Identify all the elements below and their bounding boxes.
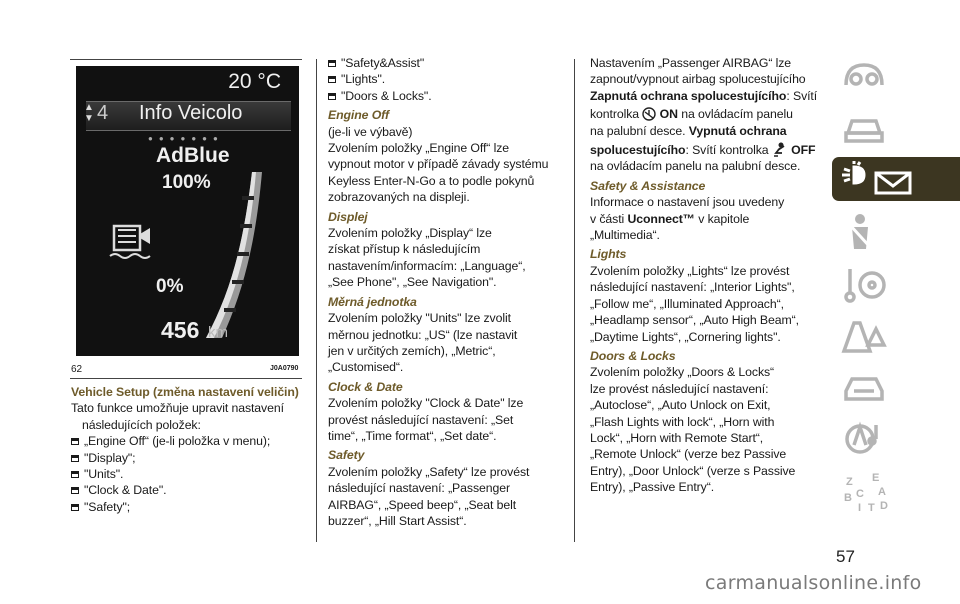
- tab-index[interactable]: [832, 469, 960, 513]
- up-down-arrows-icon: ▲ ▼: [84, 102, 94, 124]
- item-title: AdBlue: [156, 144, 230, 167]
- menu-title: Info Veicolo: [139, 102, 243, 124]
- airbag-off-icon: [772, 141, 788, 157]
- menu-number: 4: [97, 102, 109, 124]
- column-3: [590, 55, 826, 496]
- text-line: (je-li ve výbavě): [328, 124, 413, 139]
- safety-heading: Safety: [328, 448, 365, 463]
- list-item: "Safety&Assist": [328, 55, 572, 71]
- temperature-readout: 20 °C: [228, 70, 281, 93]
- clock-date-heading: Clock & Date: [328, 379, 403, 394]
- column-divider-2: [574, 59, 575, 542]
- figure-caption-left: 62: [71, 364, 83, 375]
- text-line: Zvolením položky „Display“ lze: [328, 226, 492, 241]
- text-line: Zapnutá ochrana spolucestujícího: Svítí: [590, 88, 818, 103]
- text-line: následující nastavení: „Interior Lights",: [590, 280, 795, 295]
- text-line: Zvolením položky "Clock & Date" lze: [328, 396, 524, 411]
- car-service-icon: [840, 367, 888, 407]
- multimedia-icon: [840, 419, 888, 459]
- tools-steering-icon: [840, 263, 888, 303]
- adblue-level-gauge: [204, 170, 264, 340]
- cluster-display-figure: [76, 66, 299, 356]
- warning-road-icon: [840, 315, 888, 355]
- list-item: "Clock & Date".: [71, 482, 311, 498]
- text-line: Zvolením položky "Units" lze zvolit: [328, 311, 511, 326]
- tab-safety[interactable]: [832, 209, 960, 253]
- bullet-icon: [328, 76, 336, 83]
- units-heading: Měrná jednotka: [328, 294, 417, 309]
- list-item: "Doors & Locks".: [328, 88, 572, 104]
- index-letter: Z: [846, 476, 853, 488]
- index-letter: C: [856, 488, 864, 500]
- text-line: Lock“, „Horn with Remote Start“,: [590, 430, 764, 445]
- text-line: „Autoclose“, „Auto Unlock on Exit,: [590, 398, 771, 413]
- list-item: „Engine Off“ (je-li položka v menu);: [71, 433, 311, 449]
- intro-line-1: Tato funkce umožňuje upravit nastavení: [71, 401, 284, 416]
- bullet-icon: [328, 60, 336, 67]
- text-line: vypnout motor v případě závady systému: [328, 157, 549, 172]
- text-line: jen v určitých zemích), „Metric“,: [328, 343, 496, 358]
- watermark[interactable]: carmanualsonline.info: [705, 572, 922, 594]
- tab-tools[interactable]: [832, 261, 960, 305]
- text-line: Zvolením položky „Lights“ lze provést: [590, 263, 790, 278]
- list-item: "Units".: [71, 466, 311, 482]
- text-line: Zvolením položky „Safety“ lze provést: [328, 464, 530, 479]
- text-line: Entry), „Passive Entry“.: [590, 480, 715, 495]
- tab-car-front[interactable]: [832, 105, 960, 149]
- bullet-icon: [328, 93, 336, 100]
- page-dots: ●●●●●●●: [148, 134, 224, 143]
- bullet-icon: [71, 487, 79, 494]
- bullet-icon: [71, 471, 79, 478]
- index-letter: A: [878, 486, 886, 498]
- column-2: [328, 55, 572, 529]
- text-line: „Follow me“, „Illuminated Approach“,: [590, 296, 784, 311]
- text-line: „Customised“.: [328, 360, 404, 375]
- list-item: "Lights".: [328, 71, 572, 87]
- car-dashboard-icon: [840, 55, 888, 95]
- bullet-icon: [71, 455, 79, 462]
- caption-rule: [70, 378, 302, 379]
- tab-lights-messages[interactable]: [832, 157, 960, 201]
- text-line: na palubní desce. Vypnutá ochrana: [590, 123, 787, 138]
- text-line: Keyless Enter-N-Go a to podle pokynů: [328, 173, 535, 188]
- engine-off-heading: Engine Off: [328, 108, 389, 123]
- page-number: 57: [836, 547, 855, 566]
- adblue-fluid-icon: [106, 216, 156, 264]
- text-line: nastavením/informacím: „Language“,: [328, 258, 526, 273]
- figure-caption-right: J0A0790: [270, 365, 299, 372]
- text-line: zobrazovaných na displeji.: [328, 190, 470, 205]
- range-value: 456: [161, 317, 200, 343]
- car-front-icon: [840, 107, 888, 147]
- list-item: "Safety";: [71, 499, 311, 515]
- range-unit: km: [208, 324, 228, 341]
- text-line: měrnou jednotku: „US“ (lze nastavit: [328, 327, 518, 342]
- vehicle-setup-heading: Vehicle Setup (změna nastavení veličin): [71, 385, 299, 399]
- text-line: „Headlamp sensor“, „Auto High Beam“,: [590, 313, 799, 328]
- text-line: zapnout/vypnout airbag spolucestujícího: [590, 72, 806, 87]
- safety-assistance-heading: Safety & Assistance: [590, 178, 706, 193]
- text-line: provést následující nastavení: „Set: [328, 412, 514, 427]
- text-line: následující nastavení: „Passenger: [328, 481, 510, 496]
- list-item: "Display";: [71, 450, 311, 466]
- gauge-bottom-label: 0%: [156, 276, 184, 297]
- column-1: [71, 384, 311, 515]
- index-letter: D: [880, 500, 888, 512]
- text-line: Nastavením „Passenger AIRBAG“ lze: [590, 56, 792, 70]
- text-line: „Remote Unlock“ (verze bez Passive: [590, 447, 787, 462]
- seatbelt-icon: [840, 211, 888, 251]
- index-letters-icon: [840, 471, 900, 515]
- index-letter: B: [844, 492, 852, 504]
- doors-locks-heading: Doors & Locks: [590, 348, 676, 363]
- bullet-icon: [71, 438, 79, 445]
- text-line: Zvolením položky „Doors & Locks“: [590, 365, 775, 380]
- text-line: „Multimedia“.: [590, 228, 660, 243]
- tab-multimedia[interactable]: [832, 417, 960, 461]
- text-line: lze provést následující nastavení:: [590, 381, 769, 396]
- tab-service[interactable]: [832, 365, 960, 409]
- text-line: buzzer“, „Hill Start Assist“.: [328, 513, 467, 528]
- index-letter: I: [858, 502, 862, 514]
- airbag-on-icon: [642, 107, 656, 121]
- display-heading: Displej: [328, 209, 368, 224]
- text-line: AIRBAG“, „Speed beep“, „Seat belt: [328, 497, 517, 512]
- intro-line-2: následujících položek:: [82, 417, 201, 432]
- text-line: Entry), „Door Unlock“ (verze s Passive: [590, 463, 796, 478]
- text-line: time“, „Time format“, „Set date“.: [328, 428, 497, 443]
- tab-emergency[interactable]: [832, 313, 960, 357]
- text-line: Informace o nastavení jsou uvedeny: [590, 195, 785, 210]
- text-line: získat přístup k následujícím: [328, 242, 481, 257]
- text-line: na ovládacím panelu na palubní desce.: [590, 159, 801, 174]
- index-letter: T: [868, 502, 875, 514]
- text-line: „Flash Lights with lock“, „Horn with: [590, 414, 775, 429]
- text-line: v části Uconnect™ v kapitole: [590, 211, 750, 226]
- tab-dashboard[interactable]: [832, 53, 960, 97]
- bullet-icon: [71, 504, 79, 511]
- index-letter: E: [872, 472, 880, 484]
- light-message-icon: [840, 159, 920, 199]
- text-line: spolucestujícího: Svítí kontrolka OFF: [590, 143, 816, 158]
- lights-heading: Lights: [590, 247, 627, 262]
- text-line: „Daytime Lights“, „Cornering lights".: [590, 329, 781, 344]
- text-line: Zvolením položky „Engine Off“ lze: [328, 141, 510, 156]
- text-line: kontrolka ON na ovládacím panelu: [590, 107, 793, 122]
- column-divider-1: [316, 59, 317, 542]
- gauge-top-label: 100%: [162, 172, 211, 193]
- top-rule: [70, 59, 302, 60]
- text-line: „See Phone", „See Navigation".: [328, 275, 497, 290]
